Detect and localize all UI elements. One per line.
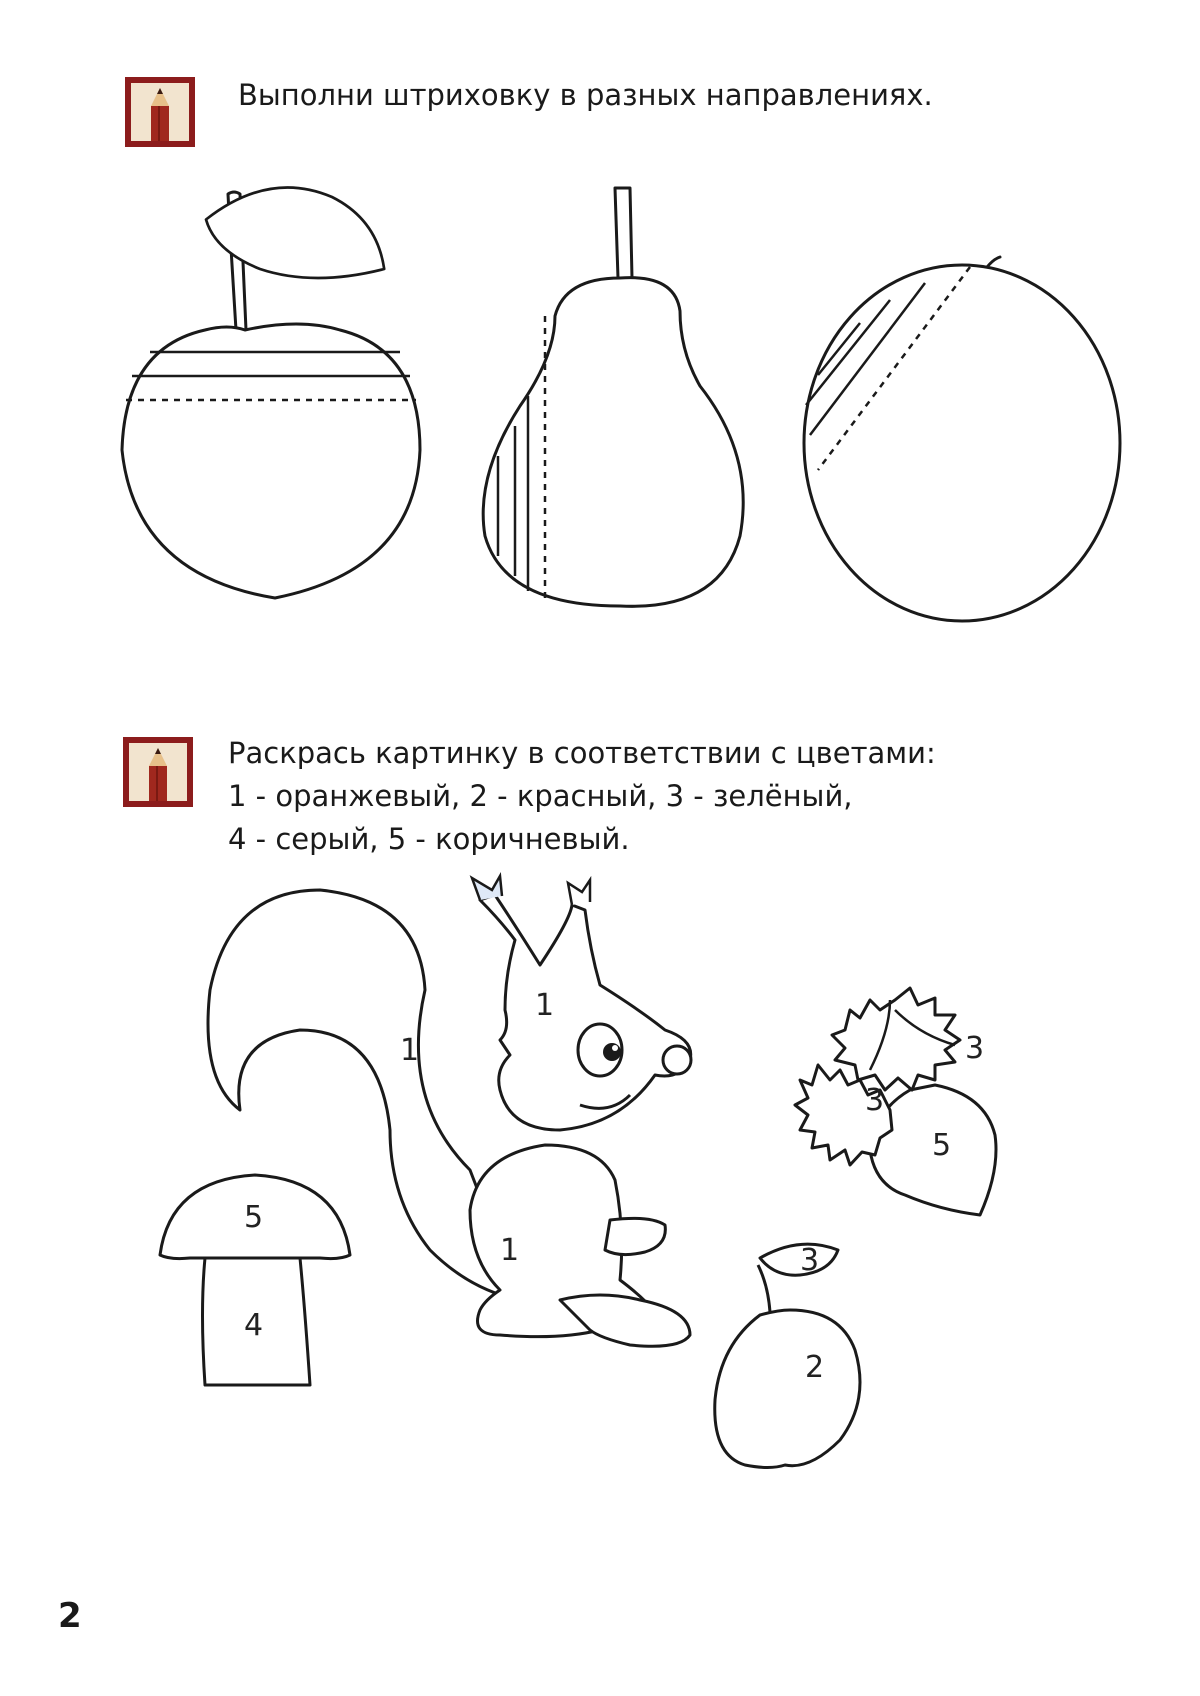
label-tail: 1	[400, 1033, 420, 1068]
label-body: 1	[500, 1233, 520, 1268]
round-fruit-outline	[800, 245, 1130, 625]
instruction-line-1: Раскрась картинку в соответствии с цветами:	[228, 736, 936, 770]
label-hazelnut-leaf-left: 3	[865, 1083, 885, 1118]
apple-outline	[110, 180, 440, 610]
task2-instruction	[228, 732, 936, 861]
apple-leaf	[760, 1244, 838, 1275]
coloring-picture	[0, 880, 1200, 1580]
label-apple: 2	[805, 1350, 825, 1385]
label-hazelnut: 5	[932, 1128, 952, 1163]
instruction-line-2: 1 - оранжевый, 2 - красный, 3 - зелёный,	[228, 779, 853, 813]
task1-instruction: Выполни штриховку в разных направлениях.	[238, 78, 933, 112]
squirrel-head	[480, 895, 691, 1130]
instruction-line-3: 4 - серый, 5 - коричневый.	[228, 822, 630, 856]
page-number: 2	[58, 1596, 82, 1636]
small-apple	[715, 1310, 860, 1468]
label-head: 1	[535, 988, 555, 1023]
label-apple-leaf: 3	[800, 1243, 820, 1278]
label-mushroom-stem: 4	[244, 1308, 264, 1343]
pencil-icon	[124, 76, 196, 148]
label-hazelnut-leaf-right: 3	[965, 1031, 985, 1066]
label-mushroom-cap: 5	[244, 1200, 264, 1235]
pear-outline	[470, 186, 760, 626]
pencil-icon	[122, 736, 194, 808]
